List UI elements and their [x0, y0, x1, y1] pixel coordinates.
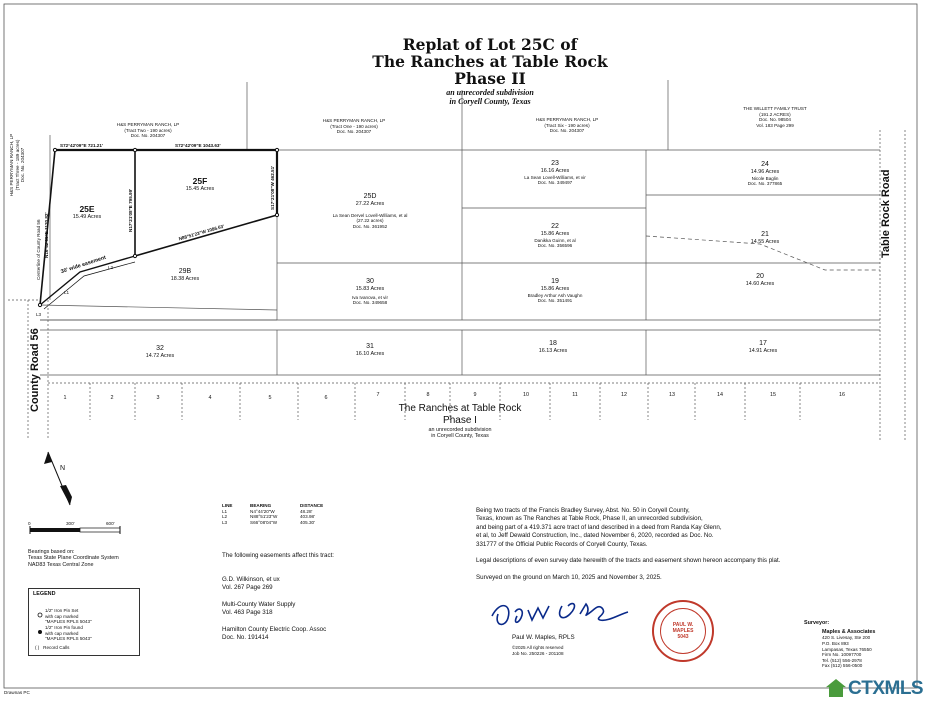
lot-21: 21 14.55 Acres: [750, 231, 780, 246]
lot-32: 32 14.72 Acres: [145, 345, 175, 360]
scale-bar: [30, 526, 120, 534]
easement-3: Hamilton County Electric Coop. Assoc Doc. No. 191414: [222, 626, 327, 642]
line-ref-l2: L2: [108, 265, 114, 270]
signature-script: [490, 600, 497, 601]
phase1-lot-1: 1: [63, 395, 67, 401]
title-line-1: Replat of Lot 25C of: [402, 35, 578, 54]
line-ref-l1: L1: [64, 290, 70, 295]
scale-label-600: 600': [106, 521, 115, 526]
phase1-lot-7: 7: [376, 392, 380, 398]
neighbor-tract-six: H&S PERRYMAN RANCH, LP (Tract Six - 190 acres) Doc. No. 204307: [535, 117, 599, 134]
surveyor-label: Surveyor:: [804, 620, 830, 626]
lot-31: 31 16.10 Acres: [355, 343, 385, 358]
lot-25d: 25D 27.22 Acres La Sean Dervel Lovell-Williams, et al (27.22 acres) Doc. No. 361952: [332, 193, 408, 229]
neighbor-tract-one: H&S PERRYMAN RANCH, LP (Tract One - 190 acres) Doc. No. 204307: [322, 118, 386, 135]
lot-22: 22 15.86 Acres Danikka Guinn, et al Doc. No. 356596: [534, 223, 576, 249]
lot-24: 24 14.96 Acres Nicole Baglin Doc. No. 377865: [747, 161, 783, 187]
line-ref-l3: L3: [36, 312, 42, 317]
phase1-lot-15: 15: [770, 392, 776, 398]
neighbor-tract-three: H&S PERRYMAN RANCH, LP (Tract Three - 189 acres) Doc. No. 204307: [9, 133, 26, 197]
title-line-2: The Ranches at Table Rock: [372, 52, 608, 71]
bearing-west-25e: N16°42'35"E 1120.82': [44, 212, 49, 258]
legend-box: [28, 588, 140, 656]
job-number: Job No. 250226 - 201108: [512, 651, 564, 656]
ctxmls-watermark: [826, 678, 923, 700]
legend-pin-found: 1/2" Iron Pin found with cap marked "MAPLES RPLS 5043": [45, 625, 92, 642]
footer-note: Drawnas PC: [4, 690, 30, 695]
bearing-west-25f: N17°21'08"E 795.99': [128, 188, 133, 232]
seal-number: 5043: [677, 634, 689, 640]
phase1-lot-9: 9: [473, 392, 477, 398]
bearing-south-25f: N88°51'23"W 1086.63': [178, 223, 225, 242]
bearing-east-25f: S17°21'08"W 462.51': [270, 165, 275, 210]
lot-19: 19 15.86 Acres Bradley Arthur Ash Vaughn Doc. No. 351491: [527, 278, 583, 304]
phase1-lot-13: 13: [669, 392, 675, 398]
surveyor-name: Paul W. Maples, RPLS: [512, 634, 575, 641]
north-label: N: [60, 465, 66, 472]
phase1-lot-4: 4: [208, 395, 212, 401]
bearing-north-2: S72°42'09"E 1043.63': [175, 143, 221, 148]
phase1-lot-3: 3: [156, 395, 160, 401]
surveyed-note: Surveyed on the ground on March 10, 2025 and November 3, 2025.: [476, 574, 662, 581]
lot-17: 17 14.91 Acres: [748, 340, 778, 355]
phase1-lot-5: 5: [268, 395, 272, 401]
easement-1: G.D. Wilkinson, et ux Vol. 267 Page 269: [222, 576, 280, 592]
phase1-lot-14: 14: [717, 392, 723, 398]
lot-25f: 25F 15.45 Acres: [185, 176, 215, 192]
phase1-lot-2: 2: [110, 395, 114, 401]
road-table-rock: Table Rock Road: [880, 169, 892, 258]
lot-29b: 29B 18.38 Acres: [170, 268, 200, 283]
signature-scribble: [492, 604, 628, 625]
easement-label: 30' wide easement: [60, 254, 107, 276]
lot-18: 18 16.13 Acres: [538, 340, 568, 355]
house-logo-icon: [826, 679, 846, 697]
legal-note: Legal descriptions of even survey date herewith of the tracts and easement shown hereon accompany this plat.: [476, 557, 781, 564]
phase1-lot-11: 11: [572, 392, 578, 398]
subtitle-line-1: an unrecorded subdivision: [446, 88, 534, 97]
phase1-lot-10: 10: [523, 392, 529, 398]
road-centerline-label: Centerline of County Road 56: [36, 219, 41, 280]
bearings-note: Bearings based on: Texas State Plane Coordinate System NAD83 Texas Central Zone: [28, 549, 119, 568]
phase1-lot-16: 16: [839, 392, 845, 398]
watermark-text: CTXMLS: [848, 678, 924, 699]
easement-2: Multi-County Water Supply Vol. 463 Page 318: [222, 601, 296, 617]
legend-pin-set: 1/2" Iron Pin Set with cap marked "MAPLES RPLS 5043": [45, 608, 92, 625]
surveyor-seal: [652, 600, 714, 662]
legend-title: LEGEND: [33, 591, 56, 597]
legend-record-calls: ( ) Record Calls: [35, 645, 70, 650]
scale-label-300: 300': [66, 521, 75, 526]
phase1-lot-8: 8: [426, 392, 430, 398]
legal-description: Being two tracts of the Francis Bradley Survey, Abst. No. 50 in Coryell County, Texas, known as The Ranches at Table Rock, Phase II, an unrecorded subdivision, and being part of a 419.371 acre tract of land described in a deed from Randa Kay Glenn, et al, to Jeff Dewald Construction, Inc., dated November 6, 2020, recorded as Doc. No. 331777 of the Official Public Records of Coryell County, Texas.: [476, 507, 722, 548]
lot-20: 20 14.60 Acres: [745, 273, 775, 288]
lot-25e: 25E 15.49 Acres: [72, 204, 102, 220]
rights-note: ©2025 All rights reserved: [512, 645, 564, 650]
phase1-label: The Ranches at Table Rock Phase I an unrecorded subdivision in Coryell County, Texas: [398, 403, 522, 440]
lot-23: 23 16.16 Acres La Sean Lovell-Williams, et vir Doc. No. 349497: [524, 160, 586, 186]
neighbor-willett: THE WILLETT FAMILY TRUST (191.2 ACRES) Doc. No. 98504 Vol. 183 Page 299: [743, 106, 807, 128]
title-line-3: Phase II: [454, 69, 526, 88]
easements-heading: The following easements affect this tract:: [222, 552, 335, 559]
line-table: LINE BEARING DISTANCE L1 N4°44'20"W 48.28' L2 N88°51'23"W 403.98' L3 S66°08'04"W 405.30': [222, 503, 324, 525]
seal-name: PAUL W. MAPLES: [672, 622, 694, 634]
lot-30: 30 15.83 Acres Iva Ivanova, et vir Doc. No. 349658: [351, 278, 388, 306]
surveyor-firm: Maples & Associates 420 S. Livesay, Ste 200 P.O. Box 893 Lampasas, Texas 76550 Firm No. 10097700 Tel. (512) 556-2978 Fax (512) 556-0500: [822, 629, 876, 669]
road-county-56: County Road 56: [29, 328, 41, 412]
north-arrow: [44, 452, 72, 505]
scale-label-0: 0: [28, 521, 31, 526]
bearing-north-1: S72°42'09"E 721.21': [60, 143, 103, 148]
phase1-lot-12: 12: [621, 392, 627, 398]
subtitle-line-2: in Coryell County, Texas: [449, 97, 531, 106]
neighbor-tract-two: H&S PERRYMAN RANCH, LP (Tract Two - 190 acres) Doc. No. 204307: [116, 122, 180, 139]
phase1-lot-6: 6: [324, 395, 328, 401]
